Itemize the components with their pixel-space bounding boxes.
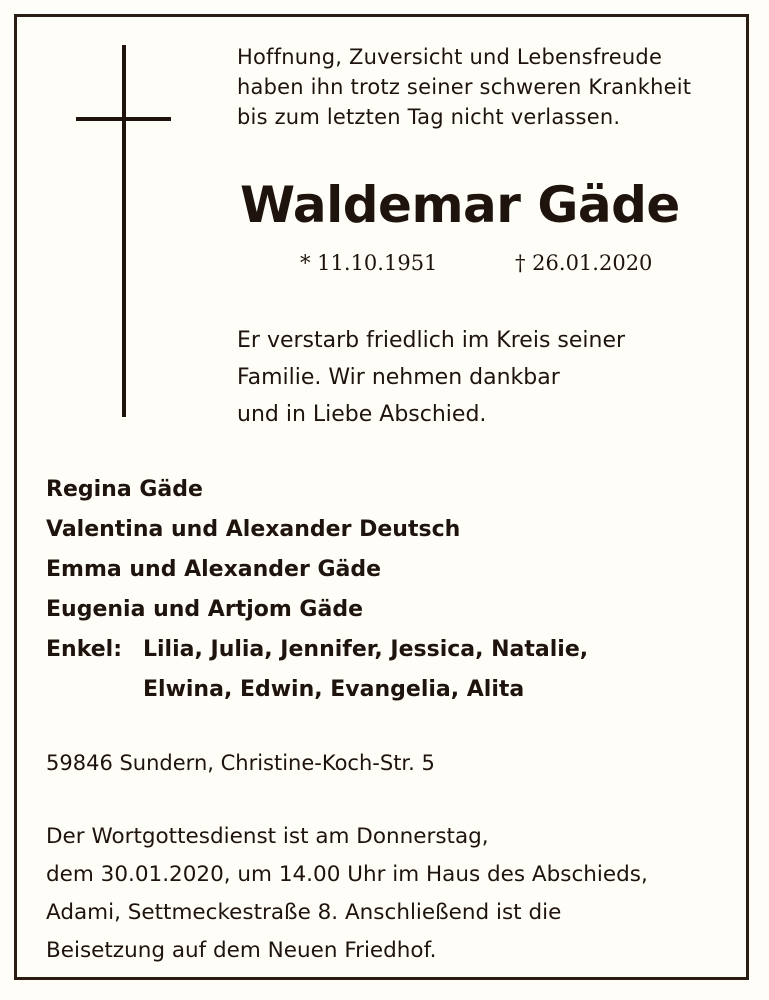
deceased-name: Waldemar Gäde	[240, 176, 680, 234]
passing-line: und in Liebe Abschied.	[237, 402, 487, 427]
service-line: Adami, Settmeckestraße 8. Anschließend ist die	[46, 900, 562, 925]
grandchildren-line: Lilia, Julia, Jennifer, Jessica, Natalie,	[143, 637, 589, 662]
grandchildren-row	[46, 630, 746, 710]
intro-text	[237, 42, 727, 132]
passing-line: Familie. Wir nehmen dankbar	[237, 365, 560, 390]
cross-vertical-bar	[122, 45, 126, 417]
address: 59846 Sundern, Christine-Koch-Str. 5	[46, 751, 435, 775]
passing-line: Er verstarb friedlich im Kreis seiner	[237, 328, 626, 353]
mourner-row: Valentina und Alexander Deutsch	[46, 517, 461, 542]
cross-horizontal-bar	[76, 117, 171, 121]
passing-text	[237, 322, 717, 433]
service-line: Der Wortgottesdienst ist am Donnerstag,	[46, 824, 489, 849]
service-info	[46, 818, 736, 970]
intro-line: Hoffnung, Zuversicht und Lebensfreude	[237, 45, 663, 69]
birth-date: * 11.10.1951	[300, 251, 438, 275]
mourner-row: Emma und Alexander Gäde	[46, 557, 382, 582]
grandchildren-label: Enkel:	[46, 637, 122, 662]
grandchildren-names	[143, 630, 588, 710]
death-date: † 26.01.2020	[515, 251, 653, 275]
grandchildren-line: Elwina, Edwin, Evangelia, Alita	[143, 677, 525, 702]
mourner-row: Regina Gäde	[46, 477, 203, 502]
intro-line: bis zum letzten Tag nicht verlassen.	[237, 105, 621, 129]
mourners-list	[46, 470, 746, 710]
mourner-row: Eugenia und Artjom Gäde	[46, 597, 364, 622]
service-line: Beisetzung auf dem Neuen Friedhof.	[46, 938, 437, 963]
service-line: dem 30.01.2020, um 14.00 Uhr im Haus des Abschieds,	[46, 862, 648, 887]
intro-line: haben ihn trotz seiner schweren Krankheit	[237, 75, 692, 99]
